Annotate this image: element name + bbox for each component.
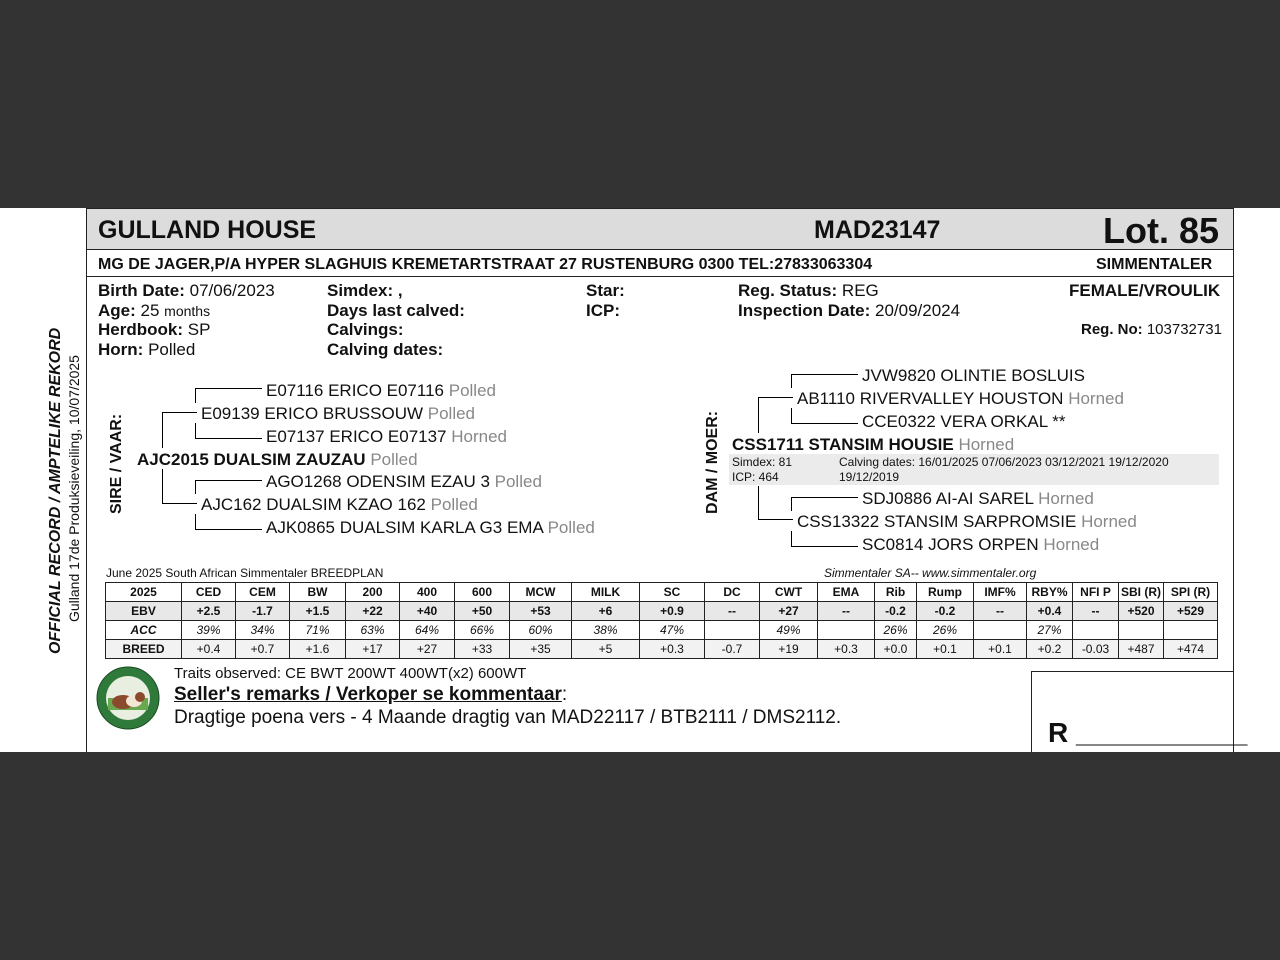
- ebv-cell: +0.1: [917, 640, 974, 659]
- ebv-column-header: MILK: [572, 583, 640, 602]
- reg-status-value: REG: [841, 281, 879, 300]
- ebv-cell: --: [974, 602, 1027, 621]
- ebv-cell: 60%: [510, 621, 572, 640]
- line: [195, 388, 196, 403]
- reg-no: [1081, 321, 1222, 338]
- animal-id: MAD23147: [814, 216, 941, 244]
- inspection-date: [738, 301, 960, 321]
- breed-label: SIMMENTALER: [1096, 256, 1213, 273]
- dam-dam-dam: SC0814 JORS ORPEN Horned: [862, 535, 1100, 554]
- ebv-column-header: 600: [455, 583, 510, 602]
- ebv-cell: +474: [1164, 640, 1218, 659]
- simmentaler-website: Simmentaler SA-- www.simmentaler.org: [824, 566, 1037, 580]
- ebv-column-header: CEM: [236, 583, 290, 602]
- ebv-column-header: Rib: [875, 583, 917, 602]
- calving-dates-label: Calving dates:: [327, 340, 444, 359]
- seller-remarks-text: Dragtige poena vers - 4 Maande dragtig van MAD22117 / BTB2111 / DMS2112.: [174, 707, 842, 728]
- ebv-column-header: RBY%: [1027, 583, 1073, 602]
- ebv-cell: 49%: [760, 621, 818, 640]
- age-label: Age:: [98, 301, 136, 320]
- herdbook-label: Herdbook:: [98, 320, 183, 339]
- ebv-table: [105, 582, 1218, 659]
- calvings-label: Calvings:: [327, 320, 404, 339]
- line: [758, 486, 759, 520]
- line: [791, 497, 858, 498]
- ebv-row-ebv: [106, 602, 1218, 621]
- ebv-cell: +19: [760, 640, 818, 659]
- line: [162, 412, 197, 413]
- dam-icp: ICP: 464: [732, 470, 779, 484]
- ebv-cell: +1.5: [290, 602, 346, 621]
- line: [758, 397, 793, 398]
- ebv-cell: [705, 621, 760, 640]
- ebv-cell: --: [705, 602, 760, 621]
- ebv-row-label: ACC: [106, 621, 182, 640]
- line: [195, 438, 262, 439]
- sire-sire-dam: E07137 ERICO E07137 Horned: [266, 427, 508, 446]
- ebv-column-header: SPI (R): [1164, 583, 1218, 602]
- line: [195, 480, 262, 481]
- simdex-label: Simdex:: [327, 281, 394, 300]
- ebv-cell: +520: [1119, 602, 1164, 621]
- birth-date-value: 07/06/2023: [189, 281, 275, 300]
- dam-simdex: Simdex: 81: [732, 455, 793, 469]
- sire-sire: E09139 ERICO BRUSSOUW Polled: [201, 404, 476, 423]
- ebv-cell: 26%: [875, 621, 917, 640]
- ebv-cell: 63%: [346, 621, 400, 640]
- ebv-column-header: BW: [290, 583, 346, 602]
- ebv-row-breed: [106, 640, 1218, 659]
- ebv-column-header: CWT: [760, 583, 818, 602]
- ebv-cell: +0.0: [875, 640, 917, 659]
- horn-value: Polled: [148, 340, 196, 359]
- ebv-cell: +27: [400, 640, 455, 659]
- ebv-cell: 71%: [290, 621, 346, 640]
- reg-status: [738, 281, 879, 301]
- herdbook-value: SP: [187, 320, 211, 339]
- ebv-cell: +0.1: [974, 640, 1027, 659]
- ebv-cell: 47%: [640, 621, 705, 640]
- sire-dam-dam: AJK0865 DUALSIM KARLA G3 EMA Polled: [266, 518, 595, 537]
- line: [195, 514, 196, 530]
- ebv-cell: [818, 621, 875, 640]
- star-label: Star:: [586, 281, 625, 300]
- ebv-cell: +27: [760, 602, 818, 621]
- dam-dam-sire: SDJ0886 AI-AI SAREL Horned: [862, 489, 1094, 508]
- days-last-calved-label: Days last calved:: [327, 301, 465, 320]
- sire-label: SIRE / VAAR:: [108, 413, 125, 514]
- seller-remarks-colon: :: [561, 684, 568, 705]
- dam: CSS1711 STANSIM HOUSIE Horned: [732, 435, 1015, 454]
- ebv-cell: -0.7: [705, 640, 760, 659]
- owner-line: MG DE JAGER,P/A HYPER SLAGHUIS KREMETARTSTRAAT 27 RUSTENBURG 0300 TEL:27833063304: [98, 256, 873, 273]
- ebv-cell: 64%: [400, 621, 455, 640]
- reg-no-label: Reg. No:: [1081, 321, 1143, 338]
- inspection-date-value: 20/09/2024: [874, 301, 961, 320]
- ebv-cell: --: [818, 602, 875, 621]
- line: [162, 469, 163, 504]
- sire: AJC2015 DUALSIM ZAUZAU Polled: [137, 450, 418, 469]
- ebv-column-header: 400: [400, 583, 455, 602]
- ebv-cell: +33: [455, 640, 510, 659]
- line: [791, 546, 858, 547]
- breedplan-caption: June 2025 South African Simmentaler BREEDPLAN: [106, 566, 384, 580]
- ebv-cell: +6: [572, 602, 640, 621]
- ebv-column-header: IMF%: [974, 583, 1027, 602]
- inspection-date-label: Inspection Date:: [738, 301, 871, 320]
- ebv-cell: [974, 621, 1027, 640]
- ebv-cell: +0.3: [640, 640, 705, 659]
- icp-label: ICP:: [586, 301, 620, 320]
- line: [195, 423, 196, 439]
- ebv-cell: --: [1073, 602, 1119, 621]
- dam-calving-dates: Calving dates: 16/01/2025 07/06/2023 03/12/2021 19/12/2020: [839, 455, 1169, 469]
- ebv-cell: +0.3: [818, 640, 875, 659]
- ebv-cell: [1164, 621, 1218, 640]
- sale-text: Gulland 17de Produksieveiling, 10/07/2025: [66, 355, 82, 622]
- ebv-column-header: SBI (R): [1119, 583, 1164, 602]
- dam-sire: AB1110 RIVERVALLEY HOUSTON Horned: [797, 389, 1124, 408]
- line: [791, 408, 792, 424]
- ebv-column-header: 200: [346, 583, 400, 602]
- ebv-row-label: EBV: [106, 602, 182, 621]
- dam-calving-dates-cont: 19/12/2019: [839, 470, 900, 484]
- herdbook: [98, 320, 210, 340]
- line: [791, 531, 792, 547]
- ebv-cell: 39%: [182, 621, 236, 640]
- reg-no-value: 103732731: [1146, 321, 1222, 338]
- ebv-cell: +17: [346, 640, 400, 659]
- dam-sire-sire: JVW9820 OLINTIE BOSLUIS: [862, 366, 1085, 385]
- ebv-row-label: BREED: [106, 640, 182, 659]
- ebv-cell: +53: [510, 602, 572, 621]
- line: [162, 412, 163, 448]
- sire-dam: AJC162 DUALSIM KZAO 162 Polled: [201, 495, 478, 514]
- ebv-cell: +50: [455, 602, 510, 621]
- ebv-cell: +529: [1164, 602, 1218, 621]
- simmentaler-logo-icon: [96, 666, 160, 730]
- ebv-cell: +0.4: [182, 640, 236, 659]
- simdex: [327, 281, 403, 301]
- ebv-cell: +35: [510, 640, 572, 659]
- ebv-cell: +5: [572, 640, 640, 659]
- ebv-cell: +1.6: [290, 640, 346, 659]
- ebv-column-header: Rump: [917, 583, 974, 602]
- ebv-cell: 26%: [917, 621, 974, 640]
- ebv-column-header: 2025: [106, 583, 182, 602]
- ebv-cell: [1119, 621, 1164, 640]
- ebv-column-header: NFI P: [1073, 583, 1119, 602]
- ebv-cell: 34%: [236, 621, 290, 640]
- ebv-cell: 38%: [572, 621, 640, 640]
- ebv-cell: +0.2: [1027, 640, 1073, 659]
- ebv-cell: +40: [400, 602, 455, 621]
- sire-sire-sire: E07116 ERICO E07116 Polled: [266, 381, 496, 400]
- age: [98, 301, 210, 321]
- ebv-header-row: [106, 583, 1218, 602]
- seller-remarks-heading: [174, 684, 567, 706]
- ebv-cell: +0.4: [1027, 602, 1073, 621]
- ebv-cell: +0.7: [236, 640, 290, 659]
- seller-remarks-title: Seller's remarks / Verkoper se kommentaar: [174, 684, 562, 705]
- animal-name: GULLAND HOUSE: [98, 216, 317, 244]
- ebv-cell: 27%: [1027, 621, 1073, 640]
- ebv-column-header: SC: [640, 583, 705, 602]
- birth-date-label: Birth Date:: [98, 281, 185, 300]
- ebv-column-header: EMA: [818, 583, 875, 602]
- ebv-cell: +22: [346, 602, 400, 621]
- horn-label: Horn:: [98, 340, 144, 359]
- ebv-column-header: MCW: [510, 583, 572, 602]
- line: [195, 388, 262, 389]
- dam-sire-dam: CCE0322 VERA ORKAL **: [862, 412, 1066, 431]
- ebv-cell: 66%: [455, 621, 510, 640]
- line: [758, 519, 793, 520]
- line: [162, 503, 197, 504]
- ebv-cell: +0.9: [640, 602, 705, 621]
- line: [791, 374, 792, 388]
- price-field[interactable]: R ___________: [1048, 717, 1248, 748]
- ebv-cell: -0.2: [917, 602, 974, 621]
- reg-status-label: Reg. Status:: [738, 281, 838, 300]
- ebv-row-acc: [106, 621, 1218, 640]
- simdex-value: ,: [397, 281, 403, 300]
- horn: [98, 340, 195, 360]
- dam-label: DAM / MOER:: [704, 410, 721, 514]
- sire-dam-sire: AGO1268 ODENSIM EZAU 3 Polled: [266, 472, 542, 491]
- line: [791, 374, 858, 375]
- line: [195, 480, 196, 494]
- dam-dam: CSS13322 STANSIM SARPROMSIE Horned: [797, 512, 1137, 531]
- ebv-cell: [1073, 621, 1119, 640]
- line: [791, 497, 792, 511]
- ebv-cell: -0.03: [1073, 640, 1119, 659]
- line: [791, 423, 858, 424]
- sex: FEMALE/VROULIK: [1069, 281, 1221, 300]
- line: [758, 397, 759, 433]
- lot-number: Lot. 85: [1103, 210, 1220, 251]
- age-unit: months: [164, 303, 211, 319]
- lot-card: [0, 208, 1280, 752]
- ebv-cell: +2.5: [182, 602, 236, 621]
- age-value: 25: [140, 301, 160, 320]
- official-record-text: OFFICIAL RECORD / AMPTELIKE REKORD: [47, 327, 64, 654]
- ebv-cell: +487: [1119, 640, 1164, 659]
- ebv-cell: -1.7: [236, 602, 290, 621]
- birth-date: [98, 281, 275, 301]
- line: [195, 529, 262, 530]
- ebv-cell: -0.2: [875, 602, 917, 621]
- ebv-column-header: DC: [705, 583, 760, 602]
- traits-observed: Traits observed: CE BWT 200WT 400WT(x2) 600WT: [174, 665, 527, 682]
- ebv-column-header: CED: [182, 583, 236, 602]
